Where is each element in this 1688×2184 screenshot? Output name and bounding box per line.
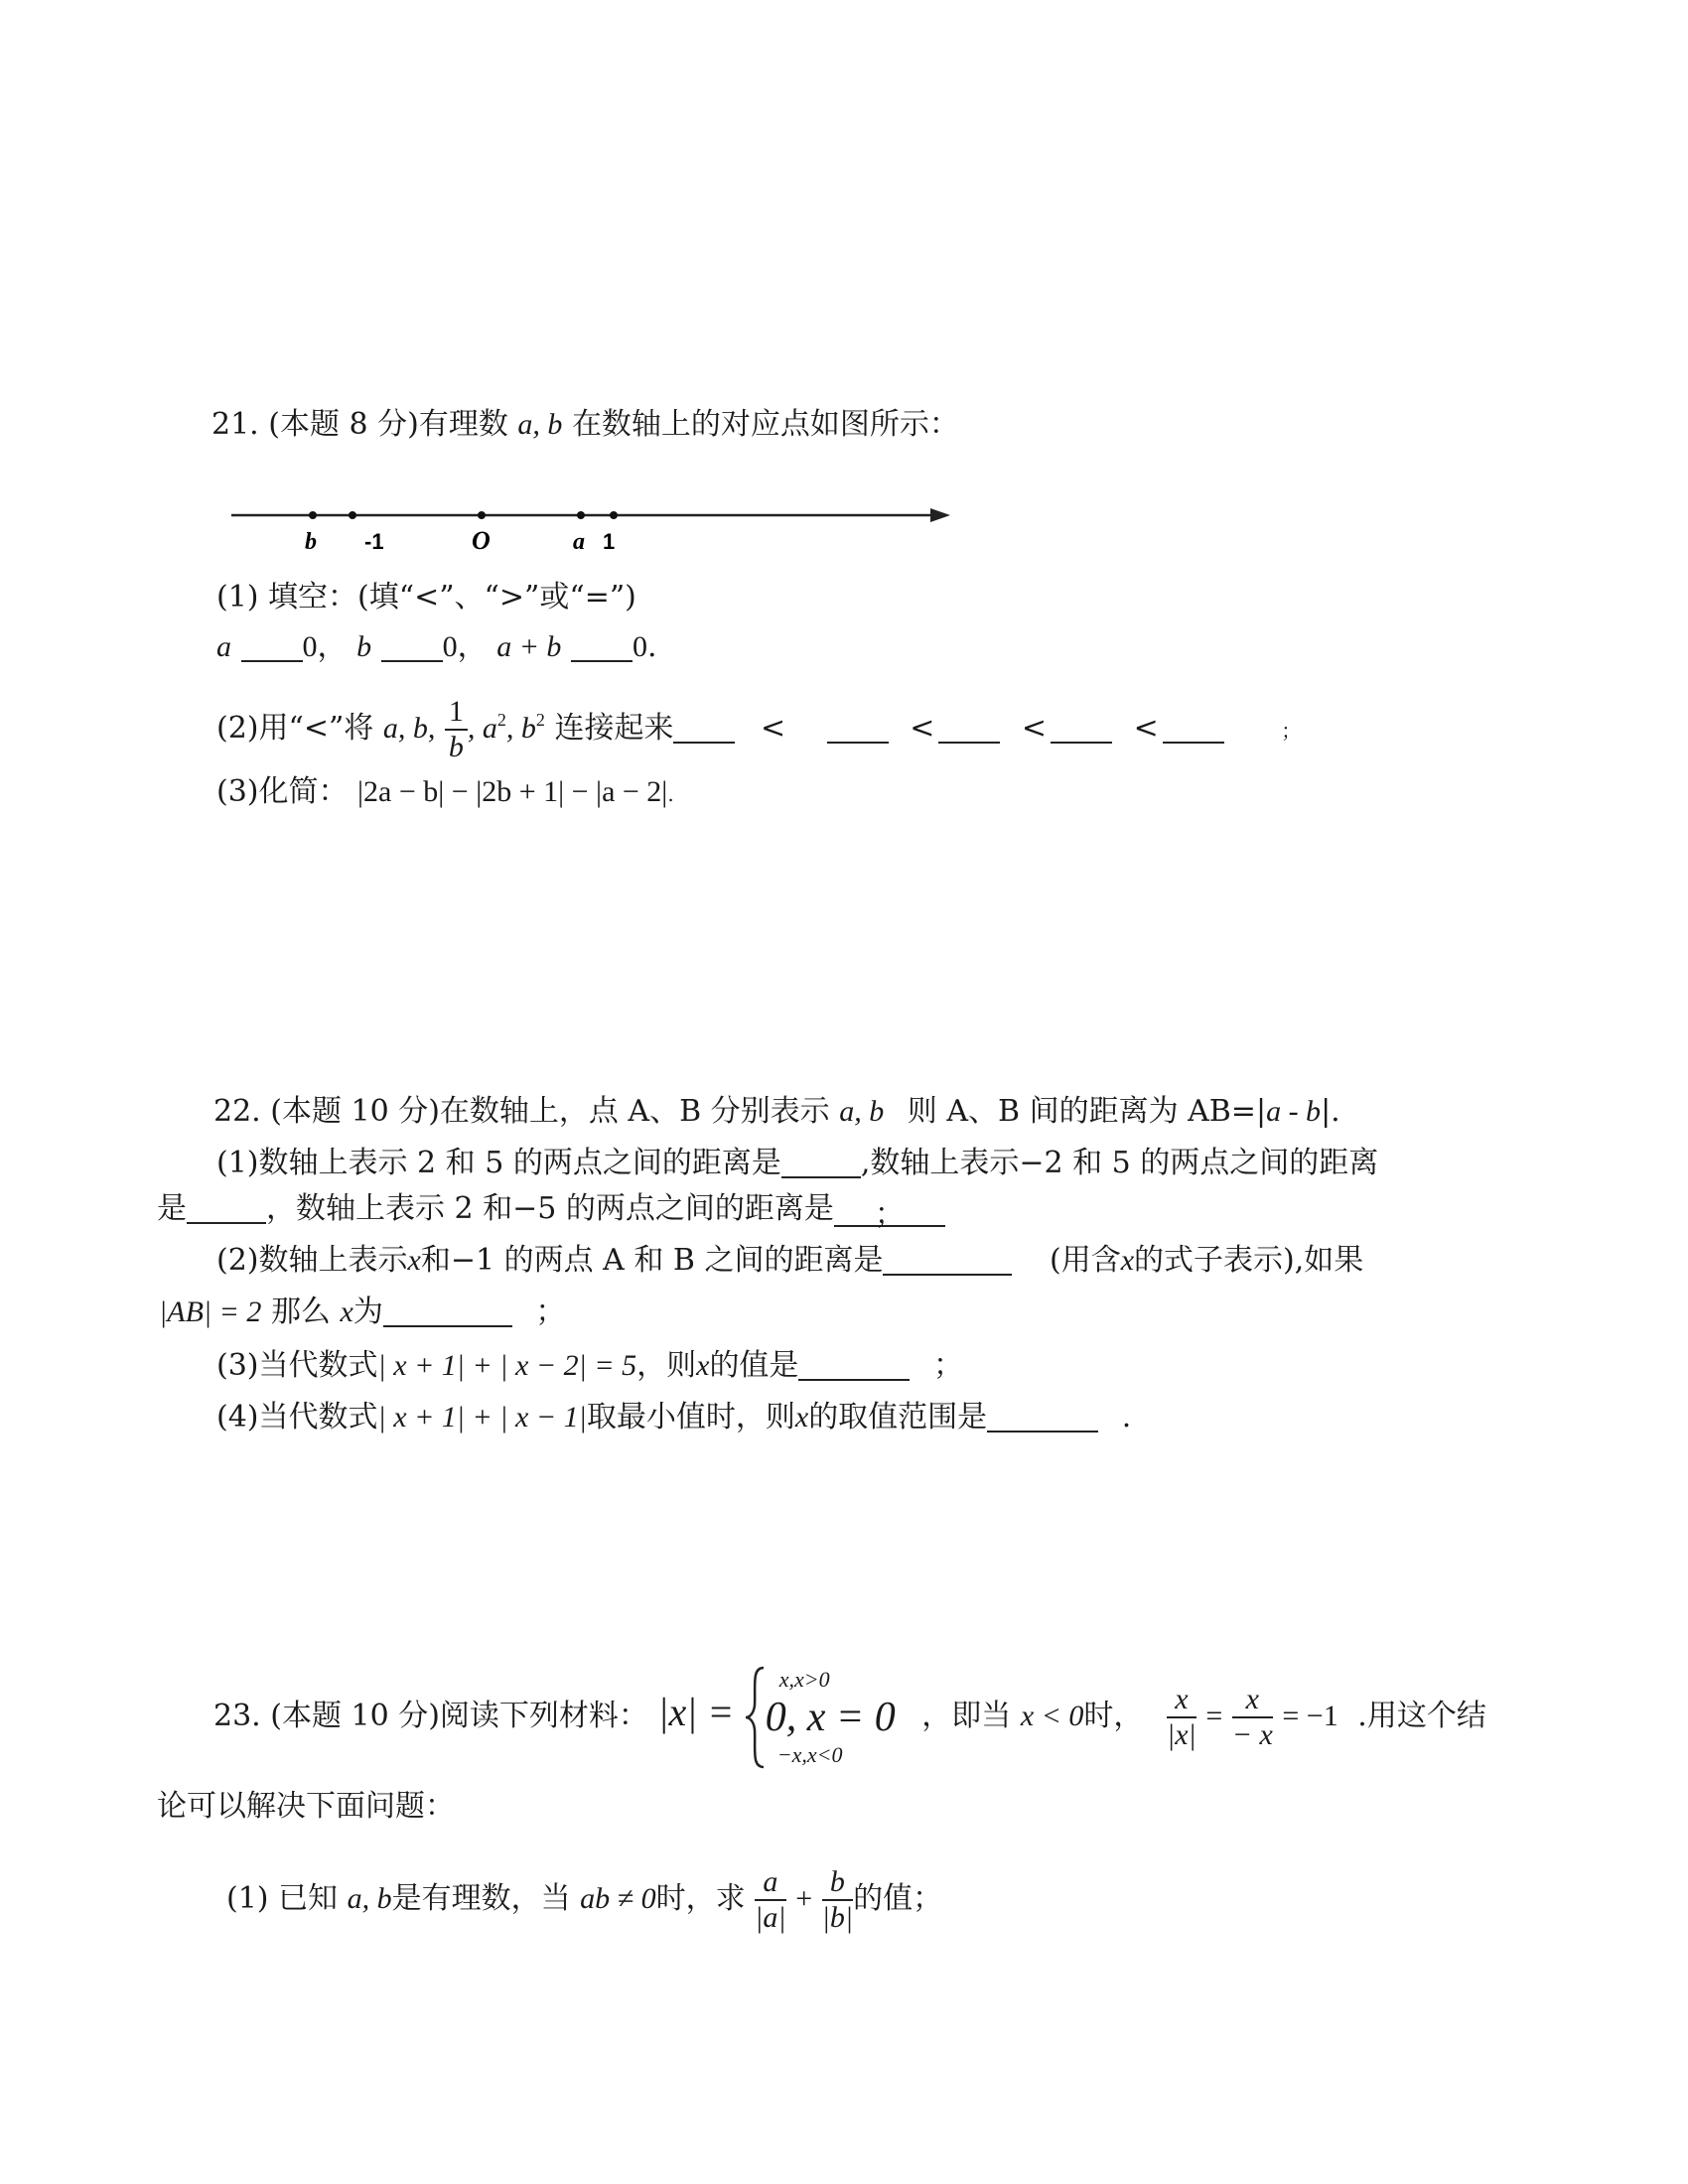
- q22-expr: a - b: [1266, 1095, 1322, 1128]
- q22-blank-6[interactable]: [798, 1349, 910, 1381]
- q22-p3-expr: | x + 1| + | x − 2| = 5: [377, 1349, 637, 1382]
- q22-p1-line1: [216, 1144, 1378, 1183]
- q23-mid: ，即当: [921, 1699, 1012, 1733]
- q22-p1e: ；: [874, 1197, 905, 1232]
- q21-vars: a, b: [517, 408, 563, 441]
- point-origin: [478, 511, 486, 519]
- q22-blank-3[interactable]: [834, 1195, 945, 1232]
- q22-x-5: x: [794, 1401, 809, 1433]
- q21-p3: [216, 772, 674, 814]
- q23-abs-x: |x| =: [657, 1690, 735, 1734]
- point-b: [309, 511, 317, 519]
- q23-case-1: x,x>0: [778, 1667, 830, 1692]
- q22-title-mid: 则 A、B 间的距离为 AB=|: [907, 1094, 1267, 1129]
- q22-p2d: 的式子表示),如果: [1134, 1243, 1364, 1278]
- point-one: [610, 511, 618, 519]
- q23-title: [213, 1653, 1486, 1777]
- q21-p2-label: (2)用“<”将: [216, 711, 374, 746]
- q23-result: = −1: [1282, 1700, 1338, 1732]
- q23-p1-vars: a, b: [347, 1882, 392, 1915]
- q21-order-blank-3[interactable]: [938, 712, 1000, 744]
- q23-end: .用这个结: [1357, 1699, 1486, 1733]
- q23-piecewise: [744, 1658, 913, 1777]
- q22-p4-expr: | x + 1| + | x − 1|: [377, 1401, 587, 1433]
- q21-title: [211, 405, 959, 445]
- q21-p1-label: (1) 填空：(填“<”、“>”或“=”): [216, 580, 636, 614]
- q23-f1-den: |x|: [1166, 1718, 1196, 1751]
- q23-p1: [226, 1854, 942, 1944]
- zero-2: 0: [442, 630, 458, 663]
- label-a: a: [573, 529, 585, 555]
- q23-plus: +: [795, 1882, 813, 1915]
- q21-order-blank-2[interactable]: [827, 712, 889, 744]
- q23-cond: x < 0: [1020, 1700, 1084, 1732]
- q22-title-end: |.: [1321, 1094, 1340, 1129]
- frac-num: 1: [445, 695, 468, 731]
- q21-p3-end: .: [667, 782, 674, 806]
- q22-p1a: (1)数轴上表示 2 和 5 的两点之间的距离是: [216, 1146, 781, 1180]
- q22-x-3: x: [340, 1296, 353, 1328]
- q22-p2f: 那么: [270, 1295, 331, 1329]
- q22-blank-7[interactable]: [987, 1401, 1098, 1433]
- q23-title-text: 23. (本题 10 分)阅读下列材料：: [213, 1699, 648, 1733]
- q22-p1d: ，数轴上表示 2 和−5 的两点之间的距离是: [266, 1191, 834, 1226]
- lt-3: <: [1021, 711, 1048, 746]
- point-neg1: [349, 511, 356, 519]
- q23-line2: 论可以解决下面问题：: [157, 1789, 455, 1824]
- zero-1: 0: [302, 630, 318, 663]
- q23-p1b: 是有理数，当: [391, 1881, 571, 1916]
- q21-p1-a: a: [216, 630, 231, 663]
- q22-p1b: ,数轴上表示−2 和 5 的两点之间的距离: [860, 1146, 1379, 1180]
- q23-p1a: (1) 已知: [226, 1881, 339, 1916]
- frac-den: b: [448, 731, 464, 763]
- q23-frac-x-over-absx: [1167, 1683, 1196, 1752]
- q21-p1-b: b: [356, 630, 372, 663]
- q23-frac-a: [755, 1865, 786, 1935]
- q21-order-blank-4[interactable]: [1051, 712, 1112, 744]
- number-line: [223, 491, 958, 561]
- label-one: 1: [603, 529, 616, 554]
- q23-p1c: 时，求: [655, 1881, 746, 1916]
- q21-p2-a: , a: [467, 712, 497, 745]
- q22-vars: a, b: [839, 1095, 885, 1128]
- sq-a: 2: [496, 710, 506, 730]
- q23-fb-num: b: [822, 1865, 854, 1901]
- q22-p2b: 和−1 的两点 A 和 B 之间的距离是: [420, 1243, 884, 1278]
- q22-p3c: 的值是: [709, 1348, 799, 1383]
- q21-order-blank-5[interactable]: [1163, 712, 1224, 744]
- q22-p4: [216, 1398, 1131, 1437]
- q21-p2-b: , b: [505, 712, 536, 745]
- q22-p2a: (2)数轴上表示: [216, 1243, 408, 1278]
- q23-fa-num: a: [755, 1865, 786, 1901]
- q23-case-3: −x,x<0: [776, 1742, 843, 1767]
- q23-frac-b: [822, 1865, 854, 1935]
- lt-4: <: [1133, 711, 1159, 746]
- q23-f2-den: − x: [1231, 1718, 1273, 1751]
- q21-frac-1-over-b: [445, 695, 468, 764]
- q21-p3-label: (3)化简：: [216, 774, 349, 809]
- q22-x-4: x: [696, 1349, 710, 1382]
- left-brace-icon: [744, 1666, 766, 1769]
- q21-title-end: 在数轴上的对应点如图所示：: [571, 407, 959, 442]
- q22-abs-ab: |AB| = 2: [159, 1296, 262, 1328]
- q22-p4a: (4)当代数式: [216, 1400, 378, 1434]
- q22-p2g: 为: [352, 1295, 383, 1329]
- q22-p2-line1: [216, 1241, 1363, 1281]
- q22-p2h: ；: [535, 1295, 566, 1329]
- q23-case-2: 0, x = 0: [765, 1695, 896, 1740]
- q21-p2: [216, 685, 1301, 765]
- q22-p2-line2: [159, 1293, 565, 1332]
- q21-p3-expr: |2a − b| − |2b + 1| − |a − 2|: [357, 775, 668, 808]
- q21-blank-2[interactable]: [381, 630, 443, 662]
- q21-p1-blanks: a 0， b 0， a + b 0.: [216, 629, 657, 664]
- q21-blank-1[interactable]: [241, 630, 303, 662]
- q22-p4d: .: [1121, 1400, 1132, 1434]
- lt-2: <: [910, 711, 935, 746]
- q22-x-2: x: [1120, 1244, 1135, 1277]
- q23-p1-cond: ab ≠ 0: [580, 1882, 656, 1915]
- q22-blank-2[interactable]: [187, 1192, 266, 1224]
- q21-blank-3[interactable]: [571, 630, 633, 662]
- q23-fa-den: |a|: [755, 1901, 786, 1934]
- q21-number: 21.: [211, 407, 259, 442]
- sq-b: 2: [535, 710, 545, 730]
- q22-title: [213, 1092, 1340, 1132]
- label-neg1: -1: [364, 529, 384, 554]
- q22-p4c: 的取值范围是: [808, 1400, 988, 1434]
- q22-p3d: ；: [932, 1348, 963, 1383]
- q21-order-blank-1[interactable]: [673, 712, 735, 744]
- q22-p1-line2: [157, 1189, 945, 1232]
- q21-p1-apb: a + b: [496, 630, 562, 663]
- q23-fb-den: |b|: [821, 1901, 854, 1934]
- q22-x-1: x: [407, 1244, 421, 1277]
- number-line-arrow: [930, 508, 950, 522]
- label-origin: O: [472, 526, 491, 555]
- q21-p2-end: 连接起来: [554, 711, 674, 746]
- q22-title-text: 22. (本题 10 分)在数轴上，点 A、B 分别表示: [213, 1094, 830, 1129]
- q22-p4b: 取最小值时，则: [586, 1400, 795, 1434]
- q21-p2-semicolon: ；: [1281, 719, 1302, 743]
- q22-p1c: 是: [157, 1191, 187, 1226]
- q22-blank-4[interactable]: [883, 1244, 1012, 1276]
- q22-p2c: (用含: [1050, 1243, 1121, 1278]
- q22-p3a: (3)当代数式: [216, 1348, 378, 1383]
- q23-f2-num: x: [1232, 1683, 1273, 1718]
- q22-blank-1[interactable]: [781, 1147, 861, 1178]
- q23-mid2: 时，: [1083, 1699, 1144, 1733]
- q22-blank-5[interactable]: [383, 1296, 512, 1327]
- q21-title-text: (本题 8 分)有理数: [268, 407, 508, 442]
- label-b: b: [305, 529, 317, 555]
- q21-p2-vars: a, b,: [382, 712, 436, 745]
- zero-3: 0: [632, 630, 647, 663]
- q22-p3b: ，则: [636, 1348, 697, 1383]
- q23-frac-x-over-negx: [1232, 1683, 1273, 1752]
- q23-f1-num: x: [1167, 1683, 1196, 1718]
- point-a: [577, 511, 585, 519]
- q22-p3: [216, 1346, 963, 1386]
- lt-1: <: [761, 711, 786, 746]
- q23-p1d: 的值；: [853, 1881, 943, 1916]
- q23-eq: =: [1205, 1700, 1223, 1732]
